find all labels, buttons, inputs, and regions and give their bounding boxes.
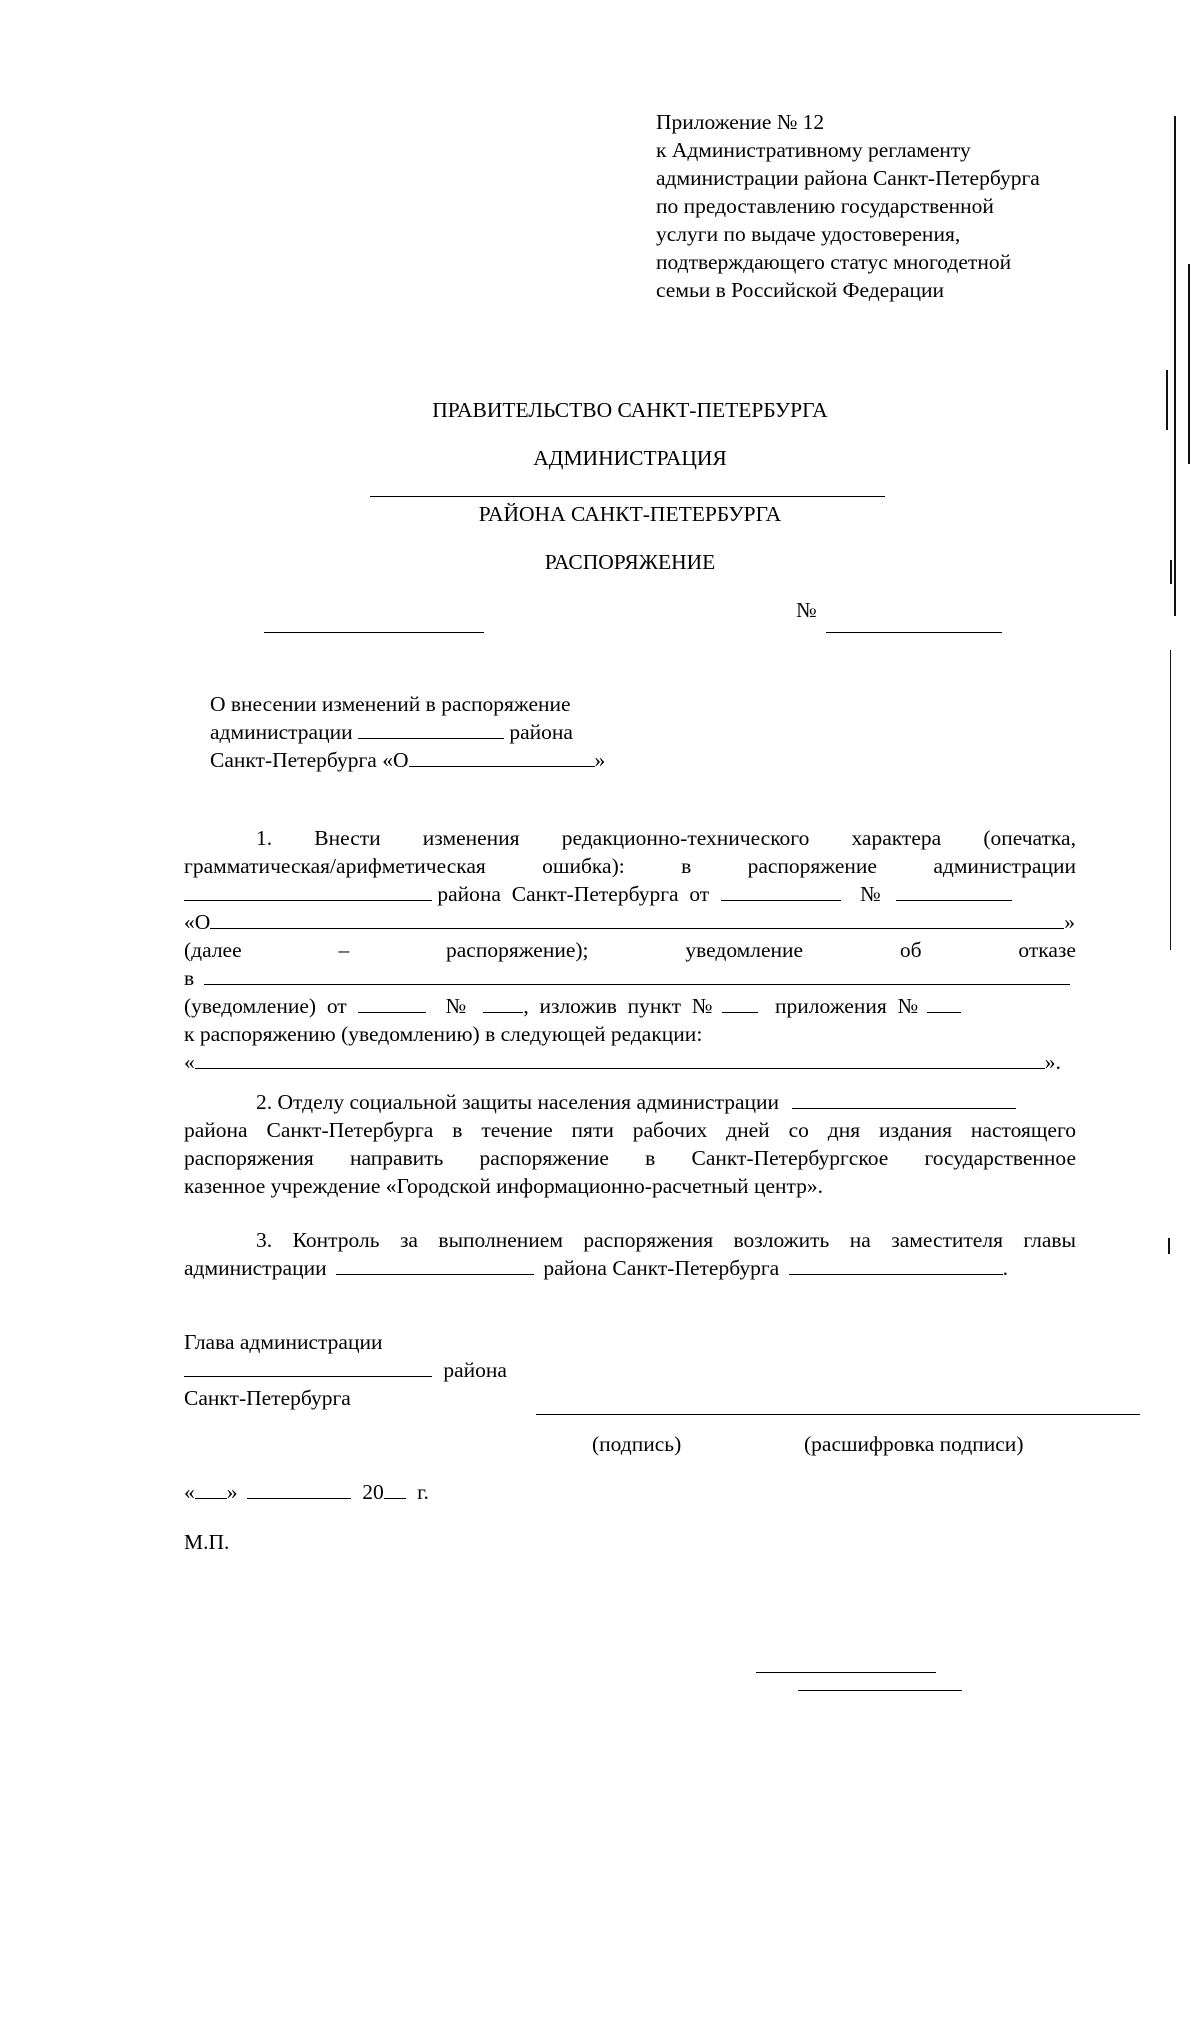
item1-text: , изложив пункт № bbox=[523, 994, 713, 1018]
annex-block bbox=[656, 108, 1116, 304]
scan-edge-mark bbox=[1170, 650, 1171, 950]
subject-text: района bbox=[509, 720, 573, 744]
scan-edge-mark bbox=[1166, 370, 1168, 430]
item2-row bbox=[256, 1088, 1076, 1116]
blank-line bbox=[896, 880, 1012, 901]
item3-row bbox=[184, 1254, 1076, 1282]
signature-title: Глава администрации bbox=[184, 1330, 383, 1354]
item3-text: района Санкт-Петербурга bbox=[543, 1256, 780, 1280]
item1-text: «О bbox=[184, 910, 211, 934]
blank-line bbox=[792, 1088, 1016, 1109]
blank-line bbox=[204, 964, 1070, 985]
word: ошибка): bbox=[542, 854, 625, 878]
annex-line: семьи в Российской Федерации bbox=[656, 278, 945, 302]
scan-mark bbox=[756, 1672, 936, 1673]
number-sign: № bbox=[859, 882, 881, 906]
item2-row: распоряжения направить распоряжение в Санкт-Петербургское государственное bbox=[184, 1146, 1076, 1170]
item1-text: » bbox=[1064, 910, 1076, 934]
word: администрации bbox=[933, 854, 1076, 878]
word: (далее bbox=[184, 938, 242, 962]
subject-text: Санкт-Петербурга «О bbox=[210, 748, 409, 772]
blank-line bbox=[483, 992, 523, 1013]
date-text: 20 bbox=[362, 1480, 384, 1504]
blank-line bbox=[247, 1478, 351, 1499]
scan-edge-mark bbox=[1188, 264, 1190, 464]
blank-line bbox=[195, 1048, 1045, 1069]
item3-row: 3. Контроль за выполнением распоряжения возложить на заместителя главы bbox=[256, 1228, 1076, 1252]
item1-row: к распоряжению (уведомлению) в следующей редакции: bbox=[184, 1022, 703, 1046]
item3-text: . bbox=[1002, 1256, 1008, 1280]
word: – bbox=[338, 938, 350, 962]
item1-row bbox=[184, 992, 1076, 1020]
annex-line: к Административному регламенту bbox=[656, 138, 971, 162]
blank-line bbox=[210, 908, 1064, 929]
word: редакционно-технического bbox=[561, 826, 810, 850]
item1-row bbox=[184, 852, 1076, 880]
blank-line bbox=[184, 1356, 432, 1377]
item2-row: района Санкт-Петербурга в течение пяти рабочих дней со дня издания настоящего bbox=[184, 1118, 1076, 1142]
blank-line bbox=[721, 880, 841, 901]
word: об bbox=[899, 938, 922, 962]
document-type-heading: РАСПОРЯЖЕНИЕ bbox=[544, 550, 716, 574]
blank-line bbox=[184, 880, 432, 901]
item1-row bbox=[184, 908, 1076, 936]
blank-line bbox=[927, 992, 961, 1013]
scan-edge-mark bbox=[1174, 116, 1176, 616]
signature-line bbox=[536, 1414, 1140, 1415]
item2-text: 2. Отделу социальной защиты населения администрации bbox=[256, 1090, 780, 1114]
blank-line bbox=[409, 746, 595, 767]
district-heading: РАЙОНА САНКТ-ПЕТЕРБУРГА bbox=[478, 502, 782, 526]
signature-district-row bbox=[184, 1356, 1076, 1384]
word: в bbox=[681, 854, 692, 878]
number-sign: № bbox=[796, 598, 817, 622]
subject-text: » bbox=[594, 748, 606, 772]
stamp-place: М.П. bbox=[184, 1530, 230, 1554]
signature-decode-label: (расшифровка подписи) bbox=[804, 1432, 1024, 1456]
word: изменения bbox=[422, 826, 520, 850]
scan-edge-mark bbox=[1170, 560, 1172, 584]
administration-heading: АДМИНИСТРАЦИЯ bbox=[533, 446, 727, 470]
blank-line bbox=[336, 1254, 534, 1275]
item1-row bbox=[184, 936, 1076, 964]
number-blank bbox=[826, 632, 1002, 633]
signature-text: района bbox=[443, 1358, 507, 1382]
subject-block bbox=[210, 690, 605, 774]
item1-row bbox=[256, 824, 1076, 852]
word: (опечатка, bbox=[983, 826, 1076, 850]
district-name-blank bbox=[370, 496, 885, 497]
item1-text: приложения № bbox=[775, 994, 918, 1018]
blank-line bbox=[358, 718, 504, 739]
subject-line: О внесении изменений в распоряжение bbox=[210, 692, 571, 716]
word: грамматическая/арифметическая bbox=[184, 854, 486, 878]
date-row bbox=[184, 1478, 1076, 1506]
blank-line bbox=[195, 1478, 227, 1499]
number-sign: № bbox=[445, 994, 466, 1018]
item1-text: (уведомление) от bbox=[184, 994, 347, 1018]
scan-edge-mark bbox=[1168, 1238, 1170, 1254]
annex-line: подтверждающего статус многодетной bbox=[656, 250, 1012, 274]
word: 1. bbox=[256, 826, 273, 850]
word: распоряжение); bbox=[446, 938, 589, 962]
word: Внести bbox=[314, 826, 381, 850]
item1-text: района Санкт-Петербурга от bbox=[437, 882, 710, 906]
subject-line bbox=[210, 718, 605, 746]
item1-text: в bbox=[184, 966, 195, 990]
word: распоряжение bbox=[747, 854, 877, 878]
annex-line: по предоставлению государственной bbox=[656, 194, 994, 218]
annex-line: администрации района Санкт-Петербурга bbox=[656, 166, 1040, 190]
word: характера bbox=[851, 826, 942, 850]
signature-city: Санкт-Петербурга bbox=[184, 1386, 351, 1410]
date-text: « bbox=[184, 1480, 195, 1504]
scan-mark bbox=[798, 1690, 962, 1691]
blank-line bbox=[384, 1478, 406, 1499]
annex-line: услуги по выдаче удостоверения, bbox=[656, 222, 961, 246]
item1-row bbox=[184, 964, 1076, 992]
date-text: г. bbox=[417, 1480, 429, 1504]
government-heading: ПРАВИТЕЛЬСТВО САНКТ-ПЕТЕРБУРГА bbox=[432, 398, 828, 422]
signature-label: (подпись) bbox=[592, 1432, 682, 1456]
date-text: » bbox=[226, 1480, 238, 1504]
item1-row bbox=[184, 880, 1076, 908]
item1-row bbox=[184, 1048, 1076, 1076]
word: отказе bbox=[1018, 938, 1076, 962]
word: уведомление bbox=[685, 938, 804, 962]
item2-row: казенное учреждение «Городской информационно-расчетный центр». bbox=[184, 1174, 824, 1198]
blank-line bbox=[358, 992, 426, 1013]
blank-line bbox=[789, 1254, 1003, 1275]
item1-text: « bbox=[184, 1050, 195, 1074]
item3-text: администрации bbox=[184, 1256, 327, 1280]
subject-text: администрации bbox=[210, 720, 353, 744]
blank-line bbox=[722, 992, 758, 1013]
subject-line bbox=[210, 746, 605, 774]
annex-line: Приложение № 12 bbox=[656, 110, 825, 134]
item1-text: ». bbox=[1044, 1050, 1061, 1074]
date-blank bbox=[264, 632, 484, 633]
